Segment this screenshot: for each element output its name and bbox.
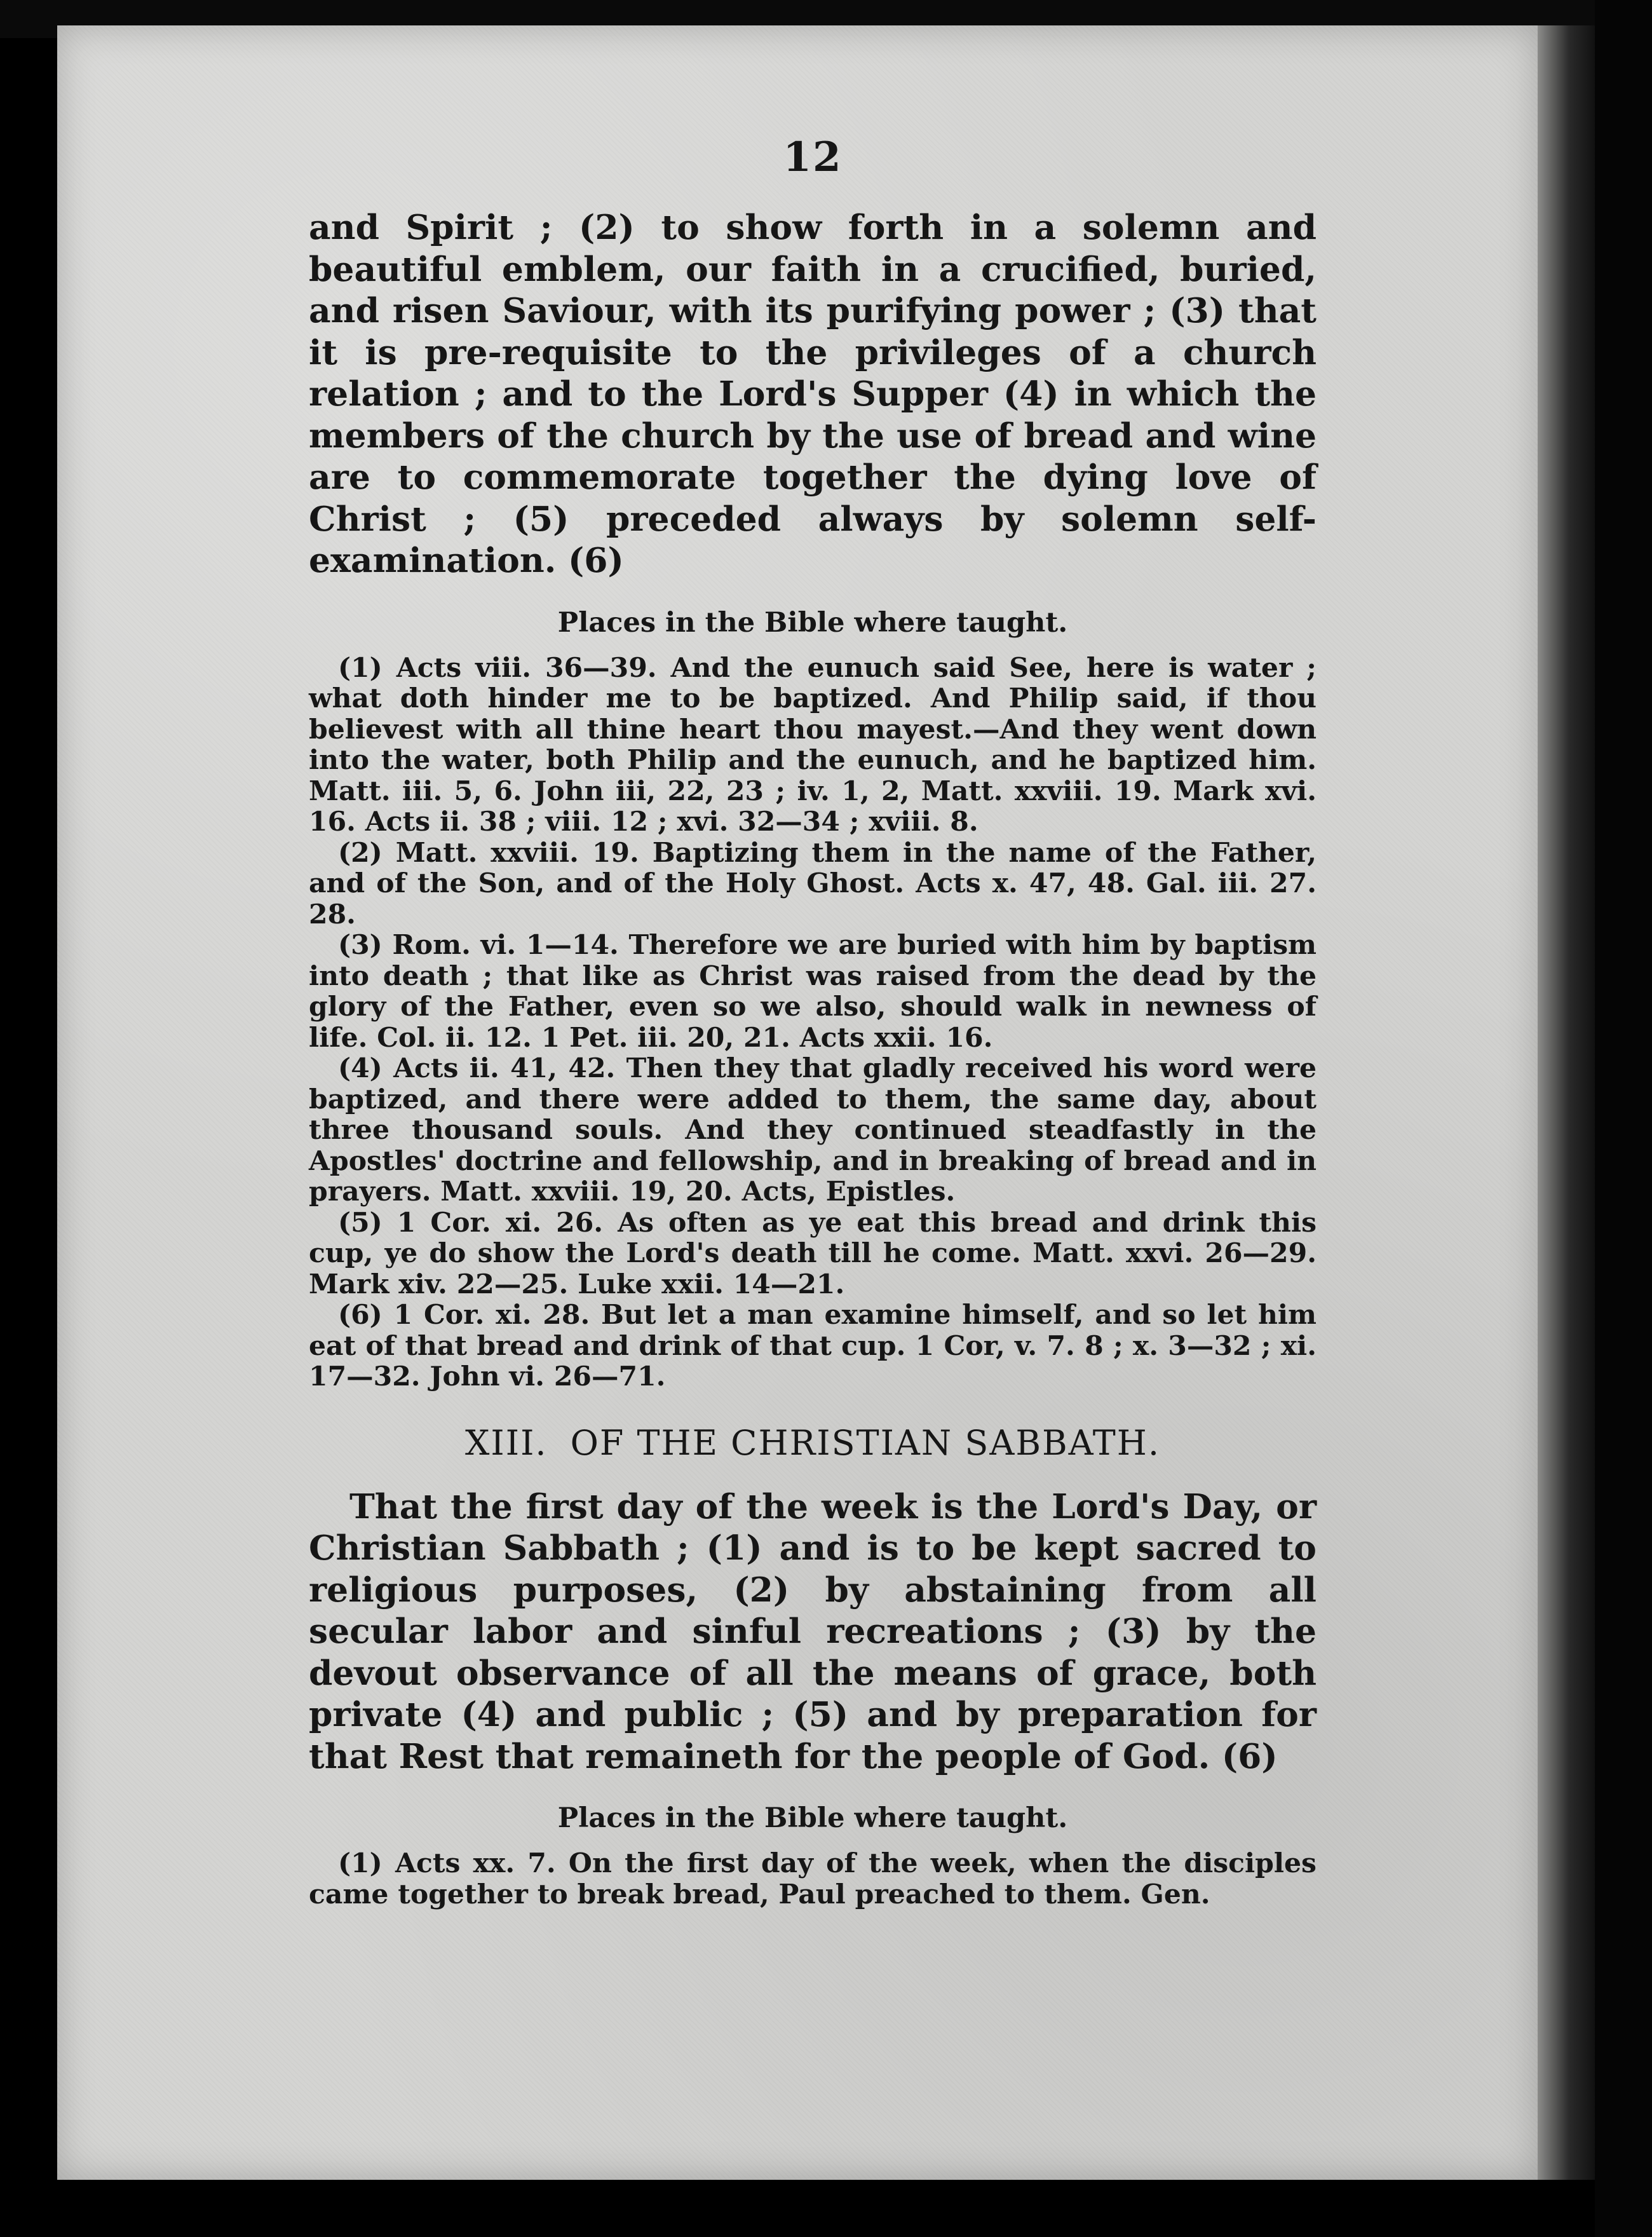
section-paragraph: That the first day of the week is the Lord's Day, or Christian Sabbath ; (1) and is to be kept sacred to religious purposes, (2) by abstaining from all secular labor and sinful recreations ; (3) by the devout observance of all the means of grace, both private (4) and public ; (5) and by preparation for that Rest that remaineth for the people of God. (6) [309,1486,1317,1776]
section-heading [309,1423,1317,1463]
reference-item: (2) Matt. xxviii. 19. Baptizing them in the name of the Father, and of the Son, and of the Holy Ghost. Acts x. 47, 48. Gal. iii. 27. 28. [309,836,1317,930]
page-number: 12 [783,133,843,181]
places-heading: Places in the Bible where taught. [557,1802,1068,1834]
reference-item: (6) 1 Cor. xi. 28. But let a man examine himself, and so let him eat of that bread and drink of that cup. 1 Cor, v. 7. 8 ; x. 3—32 ; xi. 17—32. John vi. 26—71. [309,1299,1317,1392]
reference-item: (5) 1 Cor. xi. 26. As often as ye eat this bread and drink this cup, ye do show the Lord's death till he come. Matt. xxvi. 26—29. Mark xiv. 22—25. Luke xxii. 14—21. [309,1206,1317,1300]
page-spine-shadow [1538,25,1595,2180]
page-content [309,133,1317,1910]
intro-paragraph: and Spirit ; (2) to show forth in a solemn and beautiful emblem, our faith in a crucified, buried, and risen Saviour, with its purifying power ; (3) that it is pre-requisite to the privileges of a church relation ; and to the Lord's Supper (4) in which the members of the church by the use of bread and wine are to commemorate together the dying love of Christ ; (5) preceded always by solemn self-examination. (6) [309,207,1317,580]
reference-item: (1) Acts viii. 36—39. And the eunuch said See, here is water ; what doth hinder me to be baptized. And Philip said, if thou believest with all thine heart thou mayest.—And they went down into the water, both Philip and the eunuch, and he baptized him. Matt. iii. 5, 6. John iii, 22, 23 ; iv. 1, 2, Matt. xxviii. 19. Mark xvi. 16. Acts ii. 38 ; viii. 12 ; xvi. 32—34 ; xviii. 8. [309,651,1317,838]
reference-list [309,1848,1317,1910]
reference-item: (3) Rom. vi. 1—14. Therefore we are buried with him by baptism into death ; that like as Christ was raised from the dead by the glory of the Father, even so we also, should walk in newness of life. Col. ii. 12. 1 Pet. iii. 20, 21. Acts xxii. 16. [309,929,1317,1054]
reference-item: (4) Acts ii. 41, 42. Then they that gladly received his word were baptized, and there were added to them, the same day, about three thousand souls. And they continued steadfastly in the Apostles' doctrine and fellowship, and in breaking of bread and in prayers. Matt. xxviii. 19, 20. Acts, Epistles. [309,1052,1317,1207]
section-title: OF THE CHRISTIAN SABBATH. [570,1422,1161,1463]
places-heading: Places in the Bible where taught. [557,606,1068,639]
reference-item: (1) Acts xx. 7. On the first day of the week, when the disciples came together to break bread, Paul preached to them. Gen. [309,1847,1317,1910]
reference-list [309,653,1317,1392]
scan-border-right [1595,0,1652,2237]
section-number: XIII. [464,1422,548,1463]
